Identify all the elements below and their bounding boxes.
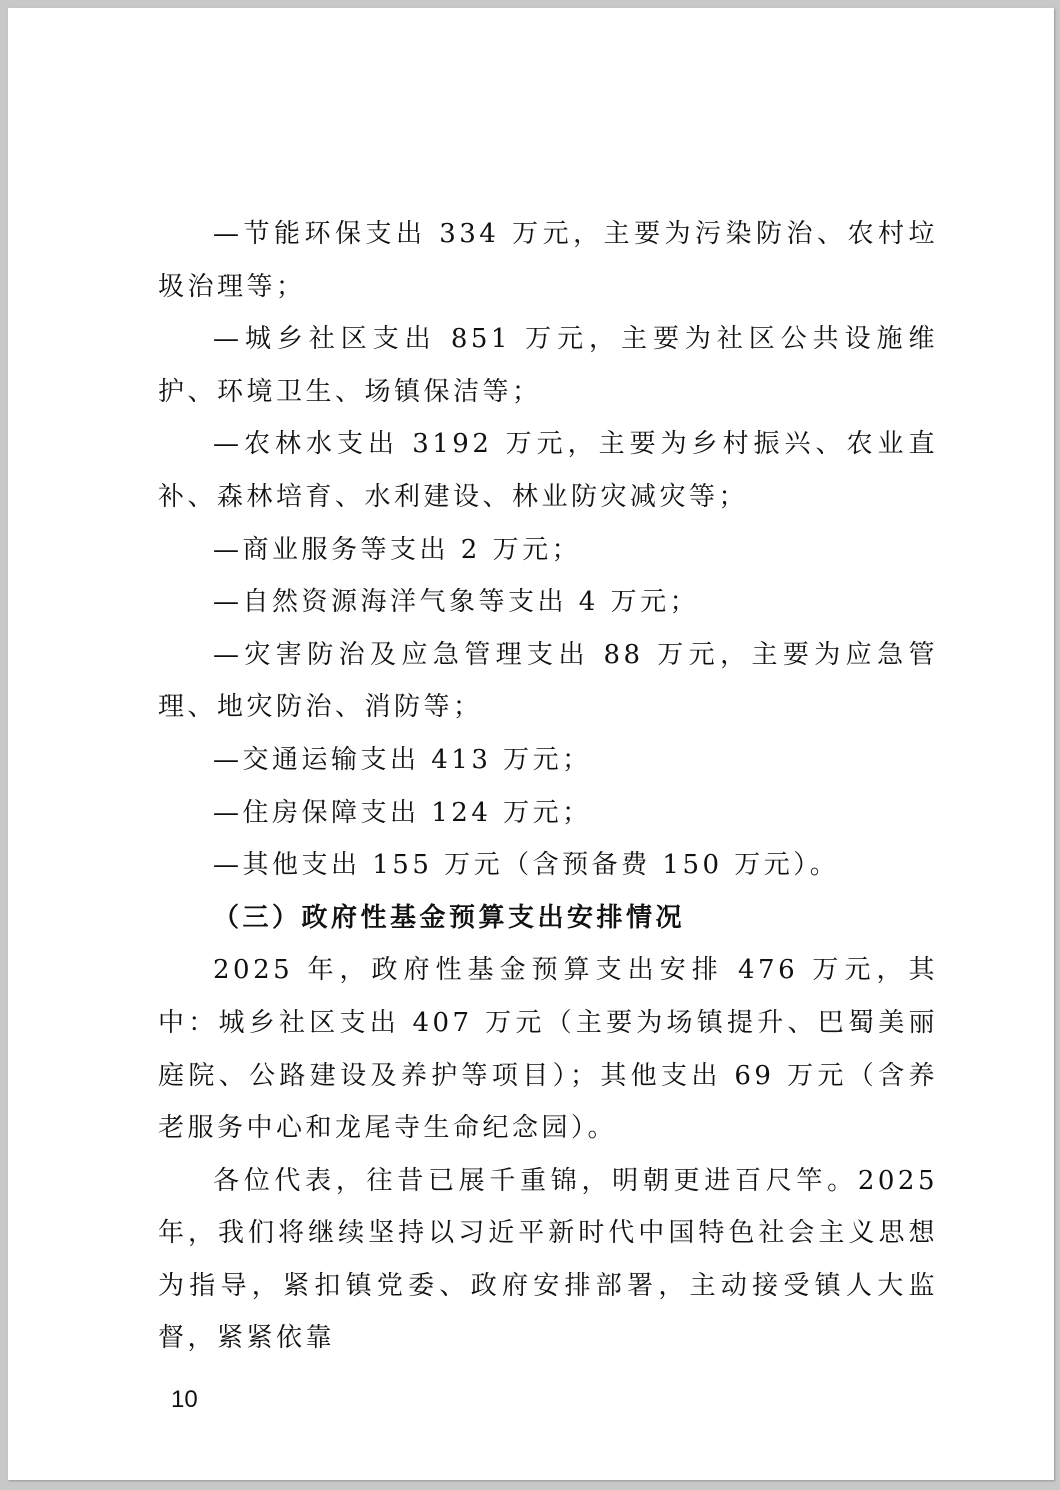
expense-item-natural-resources: —自然资源海洋气象等支出 4 万元； (213, 587, 700, 618)
expense-item-urban-rural: —城乡社区支出 851 万元，主要为社区公共设施维护、环境卫生、场镇保洁等； (158, 324, 938, 407)
expense-item-energy: —节能环保支出 334 万元，主要为污染防治、农村垃圾治理等； (158, 219, 938, 302)
expense-item-housing: —住房保障支出 124 万元； (213, 797, 592, 828)
expense-item-agriculture: —农林水支出 3192 万元，主要为乡村振兴、农业直补、森林培育、水利建设、林业防灾减灾等； (158, 429, 938, 512)
page-number: 10 (171, 1386, 198, 1413)
expense-item-disaster: —灾害防治及应急管理支出 88 万元，主要为应急管理、地灾防治、消防等； (158, 639, 938, 723)
closing-paragraph: 各位代表，往昔已展千重锦，明朝更进百尺竿。2025 年，我们将继续坚持以习近平新时代中国特色社会主义思想为指导，紧扣镇党委、政府安排部署，主动接受镇人大监督，紧紧依靠 (158, 1165, 938, 1354)
fund-budget-paragraph: 2025 年，政府性基金预算支出安排 476 万元，其中：城乡社区支出 407 万元（主要为场镇提升、巴蜀美丽庭院、公路建设及养护等项目）；其他支出 69 万元（含养老服务中心和龙尾寺生命纪念园）。 (158, 955, 938, 1144)
expense-item-other: —其他支出 155 万元（含预备费 150 万元）。 (213, 850, 840, 881)
section-heading: （三）政府性基金预算支出安排情况 (213, 902, 686, 933)
expense-item-commerce: —商业服务等支出 2 万元； (213, 534, 582, 565)
expense-item-transport: —交通运输支出 413 万元； (213, 744, 592, 775)
document-body (158, 208, 938, 1365)
document-page (8, 8, 1054, 1480)
